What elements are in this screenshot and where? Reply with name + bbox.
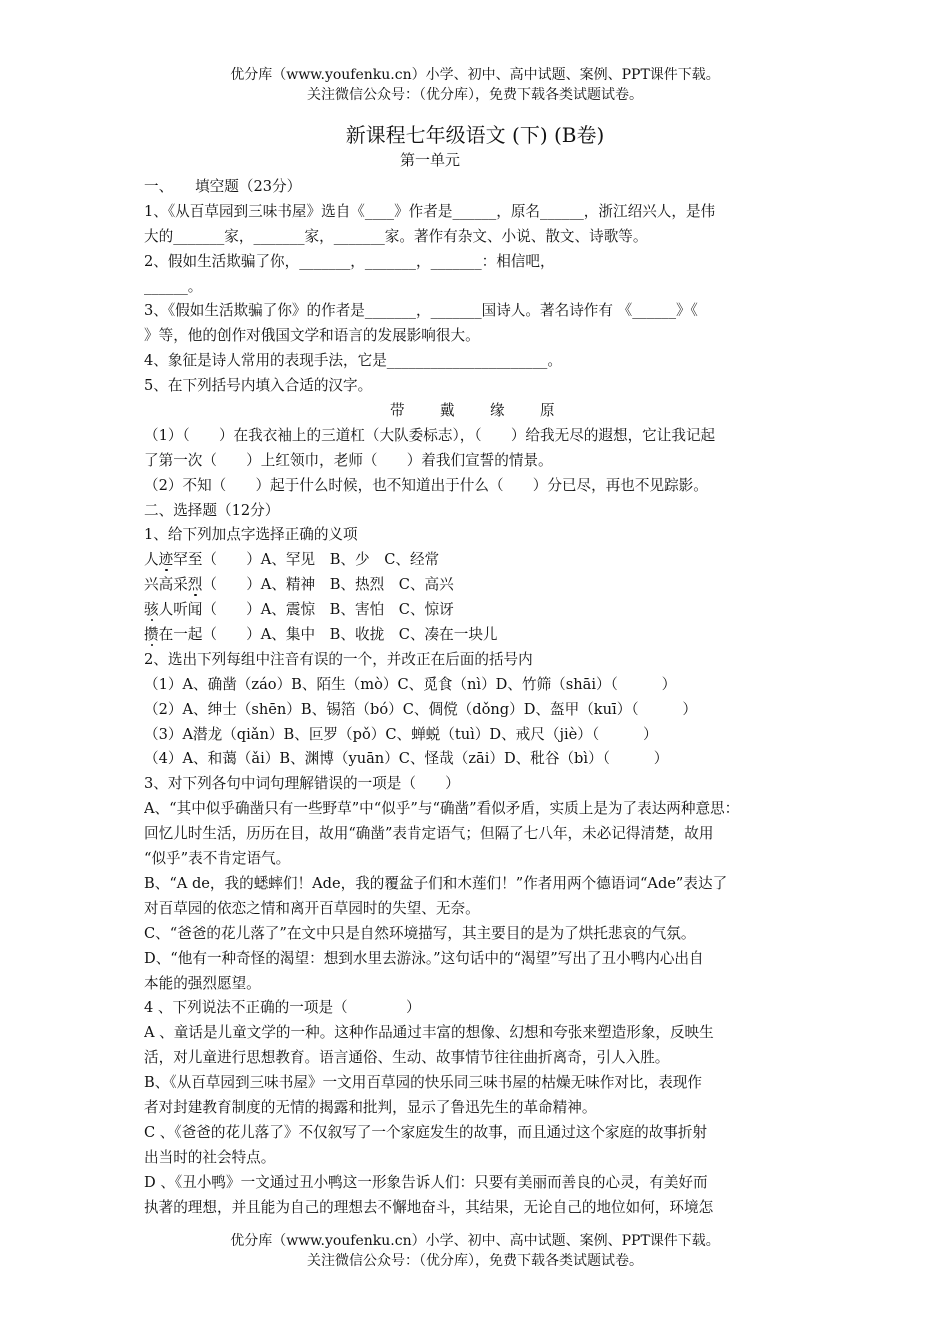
option-line: B、“A de，我的蟋蟀们！Ade，我的覆盆子们和木莲们！”作者用两个德语词“Ade”表达了 [144,874,728,892]
character-choice: 缘 [490,402,505,420]
question-line: ______。 [144,277,203,295]
question-line: （1）（ ）在我衣袖上的三道杠（大队委标志），（ ）给我无尽的遐想，它让我记起 [144,426,716,444]
vocab-item: 兴高采烈（ ）A、精神 B、热烈 C、高兴 [144,576,454,594]
option-line: 执著的理想，并且能为自己的理想去不懈地奋斗，其结果，无论自己的地位如何，环境怎 [144,1198,714,1216]
question-line: 5、在下列括号内填入合适的汉字。 [144,377,373,395]
question-line: 4、象征是诗人常用的表现手法，它是______________________。 [144,352,562,370]
emphasis-dot-char: 骇 [144,601,159,619]
option-line: 出当时的社会特点。 [144,1148,276,1166]
character-choice: 带 [390,402,405,420]
option-line: A、“其中似乎确凿只有一些野草”中“似乎”与“确凿”看似矛盾，实质上是为了表达两种意思： [144,800,740,818]
pinyin-item: （1）A、确凿（záo）B、陌生（mò）C、觅食（nì）D、竹筛（shāi）（ ） [144,675,677,693]
question-line: 了第一次（ ）上红领巾，老师（ ）着我们宣誓的情景。 [144,451,553,469]
header-line-1: 优分库（www.youfenku.cn）小学、初中、高中试题、案例、PPT课件下载。 [230,67,720,83]
emphasis-dot-char: 烈 [187,576,203,594]
option-line: 对百草园的依恋之情和离开百草园时的失望、无奈。 [144,899,480,917]
option-line: D 、《丑小鸭》一文通过丑小鸭这一形象告诉人们：只要有美丽而善良的心灵，有美好而 [144,1173,708,1191]
vocab-item: 攒在一起（ ）A、集中 B、收拢 C、凑在一块儿 [144,626,498,644]
exam-body [144,175,809,1220]
option-line: 者对封建教育制度的无情的揭露和批判，显示了鲁迅先生的革命精神。 [144,1098,597,1116]
section-1-heading: 一、 填空题（23分） [144,178,302,195]
option-line: 活，对儿童进行思想教育。语言通俗、生动、故事情节往往曲折离奇，引人入胜。 [144,1049,670,1067]
pinyin-item: （3）A潜龙（qiǎn）B、叵罗（pǒ）C、蝉蜕（tuì）D、戒尺（jiè）（ ） [144,725,658,743]
question-line: 4 、下列说法不正确的一项是（ ） [144,999,421,1017]
option-line: D、“他有一种奇怪的渴望：想到水里去游泳。”这句话中的“渴望”写出了丑小鸭内心出自 [144,949,704,967]
footer-line-2: 关注微信公众号：（优分库），免费下载各类试题试卷。 [307,1253,643,1269]
vocab-item: 人迹罕至（ ）A、罕见 B、少 C、经常 [144,551,440,569]
character-choice: 戴 [440,402,455,420]
option-line: C、“爸爸的花儿落了”在文中只是自然环境描写，其主要目的是为了烘托悲哀的气氛。 [144,924,696,942]
option-line: “似乎”表不肯定语气。 [144,850,291,868]
pinyin-item: （4）A、和蔼（ǎi）B、渊博（yuān）C、怪哉（zāi）D、秕谷（bì）（ ） [144,750,669,768]
pinyin-item: （2）A、绅士（shēn）B、锡箔（bó）C、倜傥（dǒng）D、盔甲（kuī）（ ） [144,700,697,718]
emphasis-dot-char: 迹 [158,551,174,569]
question-line: 1、给下列加点字选择正确的义项 [144,526,358,544]
question-line: （2）不知（ ）起于什么时候，也不知道出于什么（ ）分已尽，再也不见踪影。 [144,476,708,494]
question-line: 3、对下列各句中词句理解错误的一项是（ ） [144,775,460,793]
option-line: 本能的强烈愿望。 [144,974,261,992]
option-line: C 、《爸爸的花儿落了》不仅叙写了一个家庭发生的故事，而且通过这个家庭的故事折射 [144,1123,708,1141]
option-line: B、《从百草园到三味书屋》一文用百草园的快乐同三味书屋的枯燥无味作对比，表现作 [144,1074,702,1092]
question-line: 3、《假如生活欺骗了你》的作者是_______，_______国诗人。著名诗作有 《______》《 [144,302,698,320]
exam-title: 新课程七年级语文 (下) (B卷) [345,123,605,147]
vocab-item: 骇人听闻（ ）A、震惊 B、害怕 C、惊讶 [144,601,454,619]
option-line: A 、童话是儿童文学的一种。这种作品通过丰富的想像、幻想和夸张来塑造形象，反映生 [144,1024,714,1042]
question-line: 大的_______家，_______家，_______家。著作有杂文、小说、散文、诗歌等。 [144,227,648,245]
footer-line-1: 优分库（www.youfenku.cn）小学、初中、高中试题、案例、PPT课件下载。 [230,1233,720,1249]
unit-heading: 第一单元 [399,151,460,169]
question-line: 》等，他的创作对俄国文学和语言的发展影响很大。 [144,327,480,345]
character-choices [144,399,809,424]
header-line-2: 关注微信公众号：（优分库），免费下载各类试题试卷。 [307,87,643,103]
question-line: 2、假如生活欺骗了你，_______，_______，_______：相信吧， [144,252,555,270]
question-line: 1、《从百草园到三味书屋》选自《____》作者是______，原名______，浙江绍兴人，是伟 [144,202,716,220]
section-2-heading: 二、选择题（12分） [144,501,280,519]
question-line: 2、选出下列每组中注音有误的一个，并改正在后面的括号内 [144,650,533,668]
emphasis-dot-char: 攒 [144,626,159,644]
option-line: 回忆儿时生活，历历在目，故用“确凿”表肯定语气；但隔了七八年，未必记得清楚，故用 [144,825,714,843]
character-choice: 原 [540,402,555,420]
